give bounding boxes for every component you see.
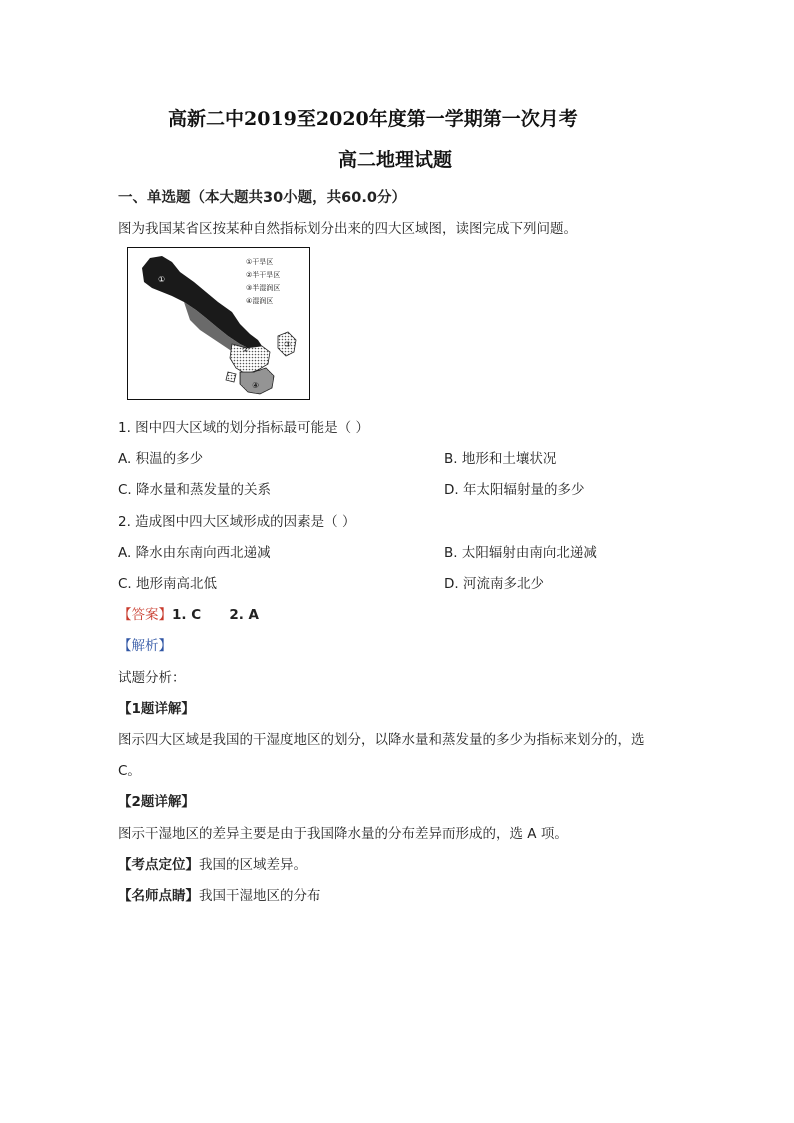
map-label-1: ① (158, 275, 166, 284)
point-label: 【考点定位】 (118, 857, 199, 873)
analysis-label: 【解析】 (118, 638, 172, 654)
page-subtitle: 高二地理试题 (338, 149, 453, 171)
section-heading: 一、单选题（本大题共30小题，共60.0分） (118, 190, 406, 206)
teacher-text: 我国干湿地区的分布 (199, 888, 321, 904)
legend-item-arid: ①干旱区 (246, 258, 274, 266)
q1-detail-line-2: C。 (118, 763, 141, 779)
region-map (127, 247, 310, 400)
question-2-option-d: D. 河流南多北少 (444, 576, 544, 592)
question-2-option-b: B. 太阳辐射由南向北递减 (444, 545, 597, 561)
intro-text: 图为我国某省区按某种自然指标划分出来的四大区域图，读图完成下列问题。 (118, 221, 577, 237)
q1-detail-line-1: 图示四大区域是我国的干湿度地区的划分，以降水量和蒸发量的多少为指标来划分的，选 (118, 732, 645, 748)
point-text: 我国的区域差异。 (199, 857, 307, 873)
question-2-option-a: A. 降水由东南向西北递减 (118, 545, 271, 561)
answer-line (118, 603, 259, 623)
map-label-2: ② (242, 345, 250, 354)
question-1-option-d: D. 年太阳辐射量的多少 (444, 482, 585, 498)
arid-region (142, 256, 262, 350)
question-1-option-c: C. 降水量和蒸发量的关系 (118, 482, 272, 498)
legend-item-semi-arid: ②半干旱区 (246, 271, 281, 279)
question-1-option-b: B. 地形和土壤状况 (444, 451, 557, 467)
teacher-line (118, 884, 321, 904)
point-line (118, 853, 307, 873)
question-2-option-c: C. 地形南高北低 (118, 576, 218, 592)
map-label-3: ③ (284, 340, 292, 349)
q2-detail-heading: 【2题详解】 (118, 794, 195, 810)
q1-detail-heading: 【1题详解】 (118, 701, 195, 717)
map-label-4: ④ (252, 381, 260, 390)
province-map-graphic (128, 248, 311, 401)
teacher-label: 【名师点睛】 (118, 888, 199, 904)
q2-detail-text: 图示干湿地区的差异主要是由于我国降水量的分布差异而形成的，选 A 项。 (118, 826, 568, 842)
page-title: 高新二中2019至2020年度第一学期第一次月考 (168, 108, 578, 130)
answer-label: 【答案】 (118, 607, 172, 623)
question-2-stem: 2. 造成图中四大区域形成的因素是（ ） (118, 514, 356, 530)
legend-item-humid: ④湿润区 (246, 297, 274, 305)
legend-item-semi-humid: ③半湿润区 (246, 284, 281, 292)
question-1-option-a: A. 积温的多少 (118, 451, 204, 467)
analysis-intro: 试题分析： (118, 670, 186, 686)
question-1-stem: 1. 图中四大区域的划分指标最可能是（ ） (118, 420, 369, 436)
humid-west-region (226, 372, 236, 382)
answer-value: 1. C 2. A (172, 607, 259, 623)
